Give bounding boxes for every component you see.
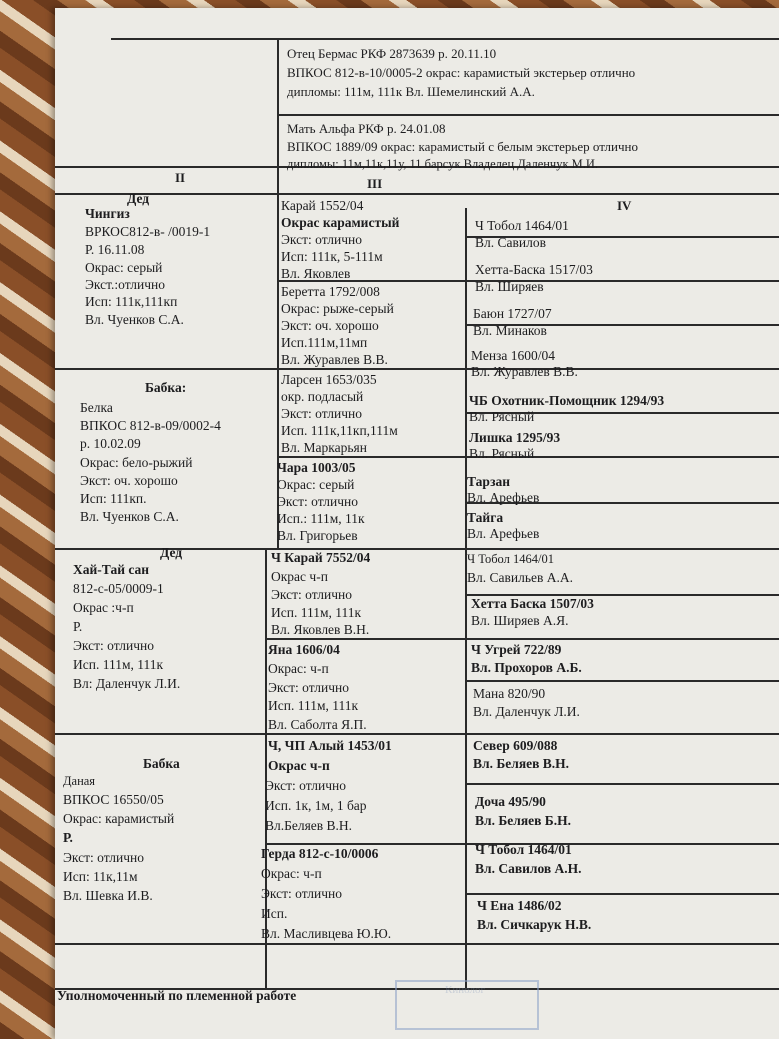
rule: [55, 943, 779, 945]
babka1-role: Бабка:: [145, 380, 187, 395]
rule: [55, 193, 779, 195]
ded2-name: Хай-Тай сан: [73, 562, 150, 577]
ded1-isp: Исп: 111к,111кп: [85, 294, 178, 309]
col3-isp: Исп. 111м, 111к: [268, 698, 359, 713]
father-line-3: дипломы: 111м, 111к Вл. Шемелинский А.А.: [287, 84, 535, 99]
col4-name: Лишка 1295/93: [469, 430, 561, 445]
babka1-color: Окрас: бело-рыжий: [80, 455, 193, 470]
col3-owner: Вл. Масливцева Ю.Ю.: [261, 926, 392, 941]
rule: [277, 456, 465, 458]
col3-isp: Исп.111м,11мп: [281, 335, 368, 350]
rule: [465, 783, 779, 785]
col3-ext: Экст: отлично: [281, 232, 363, 247]
babka2-color: Окрас: карамистый: [63, 811, 175, 826]
rule: [465, 893, 779, 895]
col3-owner: Вл. Журавлев В.В.: [281, 352, 388, 367]
ded1-name: Чингиз: [85, 206, 130, 221]
col3-ext: Экст: оч. хорошо: [281, 318, 379, 333]
col4-owner: Вл. Рясный: [469, 409, 535, 424]
babka2-isp: Исп: 11к,11м: [63, 869, 138, 884]
mother-line-3: дипломы: 11м,11к,11у, 11 барсук Владелец Даленчук М.И.: [287, 157, 599, 171]
col4-owner: Вл. Ширяев А.Я.: [471, 613, 569, 628]
col4-owner: Вл. Савилов А.Н.: [475, 861, 582, 876]
col4-owner: Вл. Савильев А.А.: [467, 570, 573, 585]
col3-ext: Экст: отлично: [265, 778, 347, 793]
col4-owner: Вл. Ширяев: [475, 279, 544, 294]
babka1-isp: Исп: 111кп.: [80, 491, 147, 506]
col3-owner: Вл. Яковлев: [281, 266, 351, 281]
col3-ext: Экст: отлично: [271, 587, 353, 602]
col3-color: Окрас: ч-п: [268, 661, 329, 676]
col4-name: Тайга: [467, 510, 504, 525]
mother-line-1: Мать Альфа РКФ р. 24.01.08: [287, 121, 446, 136]
col3-owner: Вл. Григорьев: [277, 528, 358, 543]
col3-name: Чара 1003/05: [277, 460, 356, 475]
col3-color: Окрас: рыже-серый: [281, 301, 394, 316]
col4-name: Мана 820/90: [473, 686, 546, 701]
rule: [265, 843, 465, 845]
babka1-ext: Экст: оч. хорошо: [80, 473, 178, 488]
col4-owner: Вл. Журавлев В.В.: [471, 364, 578, 379]
ded1-reg: ВРКОС812-в- /0019-1: [85, 224, 211, 239]
rule: [265, 548, 267, 988]
col3-isp: Исп. 111м, 111к: [271, 605, 362, 620]
col4-name: Ч Тобол 1464/01: [475, 842, 572, 857]
col3-name: Беретта 1792/008: [281, 284, 380, 299]
col4-owner: Вл. Сичкарук Н.В.: [477, 917, 592, 932]
babka2-role: Бабка: [143, 756, 180, 771]
pedigree-sheet: [55, 8, 779, 1039]
babka1-name: Белка: [80, 400, 113, 415]
col4-owner: Вл. Арефьев: [467, 526, 540, 541]
stamp-text: Кинолог: [445, 984, 485, 996]
ded2-ext: Экст: отлично: [73, 638, 155, 653]
col4-owner: Вл. Даленчук Л.И.: [473, 704, 580, 719]
generation-4-label: IV: [617, 198, 632, 213]
col3-isp: Исп: 111к, 5-111м: [281, 249, 383, 264]
rule: [265, 638, 465, 640]
col3-color: Окрас карамистый: [281, 215, 400, 230]
ded2-r: Р.: [73, 619, 83, 634]
col4-name: Ч Тобол 1464/01: [475, 218, 569, 233]
col4-name: Баюн 1727/07: [473, 306, 552, 321]
col4-name: Север 609/088: [473, 738, 558, 753]
col3-isp: Исп. 1к, 1м, 1 бар: [265, 798, 367, 813]
father-line-2: ВПКОС 812-в-10/0005-2 окрас: карамистый экстерьер отлично: [287, 65, 636, 80]
col4-name: Хетта-Баска 1517/03: [475, 262, 593, 277]
col4-name: Ч Ена 1486/02: [477, 898, 562, 913]
col4-name: Менза 1600/04: [471, 348, 555, 363]
rule: [277, 114, 779, 116]
col3-ext: Экст: отлично: [261, 886, 343, 901]
col4-name: Хетта Баска 1507/03: [471, 596, 594, 611]
col3-color: Окрас ч-п: [271, 569, 328, 584]
ded2-color: Окрас :ч-п: [73, 600, 134, 615]
footer-label: Уполномоченный по племенной работе: [57, 988, 297, 1003]
rule: [465, 638, 779, 640]
babka2-reg: ВПКОС 16550/05: [63, 792, 164, 807]
babka1-owner: Вл. Чуенков С.А.: [80, 509, 179, 524]
col3-color: Окрас ч-п: [268, 758, 330, 773]
col3-name: Ч, ЧП Алый 1453/01: [268, 738, 392, 753]
babka2-r: Р.: [63, 830, 73, 845]
col3-ext: Экст: отлично: [277, 494, 359, 509]
col3-name: Яна 1606/04: [268, 642, 340, 657]
rule: [465, 680, 779, 682]
col3-isp: Исп.: [261, 906, 288, 921]
col4-owner: Вл. Арефьев: [467, 490, 540, 505]
col3-name: Карай 1552/04: [281, 198, 364, 213]
col3-owner: Вл.Беляев В.Н.: [265, 818, 353, 833]
col3-name: Герда 812-с-10/0006: [261, 846, 379, 861]
col4-owner: Вл. Савилов: [475, 235, 546, 250]
col4-owner: Вл. Рясный: [469, 446, 535, 461]
ded2-owner: Вл: Даленчук Л.И.: [73, 676, 181, 691]
col3-owner: Вл. Яковлев В.Н.: [271, 622, 370, 637]
ded2-role: Дед: [160, 545, 183, 560]
col3-color: Окрас: ч-п: [261, 866, 322, 881]
col4-owner: Вл. Беляев В.Н.: [473, 756, 570, 771]
babka2-name: Даная: [63, 774, 96, 788]
babka2-ext: Экст: отлично: [63, 850, 145, 865]
generation-3-label: III: [367, 176, 383, 191]
mother-line-2: ВПКОС 1889/09 окрас: карамистый с белым экстерьер отлично: [287, 139, 638, 154]
rule: [277, 38, 279, 194]
ded1-color: Окрас: серый: [85, 260, 163, 275]
col3-color: Окрас: серый: [277, 477, 355, 492]
ded1-owner: Вл. Чуенков С.А.: [85, 312, 184, 327]
ded1-born: Р. 16.11.08: [85, 242, 145, 257]
col3-name: Ларсен 1653/035: [281, 372, 377, 387]
col4-name: ЧБ Охотник-Помощник 1294/93: [469, 393, 665, 408]
rule: [111, 38, 779, 40]
ded1-role: Дед: [127, 191, 150, 206]
ded2-isp: Исп. 111м, 111к: [73, 657, 164, 672]
col3-name: Ч Карай 7552/04: [271, 550, 371, 565]
col3-owner: Вл. Саболта Я.П.: [268, 717, 367, 732]
rule: [277, 368, 465, 370]
col3-isp: Исп.: 111м, 11к: [277, 511, 365, 526]
col4-name: Ч Тобол 1464/01: [467, 552, 554, 566]
col3-ext: Экст: отлично: [281, 406, 363, 421]
col4-owner: Вл. Беляев Б.Н.: [475, 813, 571, 828]
ded2-reg: 812-с-05/0009-1: [73, 581, 164, 596]
generation-2-label: II: [175, 170, 186, 185]
babka1-born: р. 10.02.09: [80, 436, 141, 451]
col4-owner: Вл. Прохоров А.Б.: [471, 660, 582, 675]
stamp: [395, 980, 539, 1030]
col4-owner: Вл. Минаков: [473, 323, 547, 338]
col3-ext: Экст: отлично: [268, 680, 350, 695]
col3-isp: Исп. 111к,11кп,111м: [281, 423, 398, 438]
father-line-1: Отец Бермас РКФ 2873639 р. 20.11.10: [287, 46, 497, 61]
col4-name: Доча 495/90: [475, 794, 546, 809]
rule: [55, 368, 277, 370]
rule: [55, 733, 465, 735]
col4-name: Ч Угрей 722/89: [471, 642, 562, 657]
rule: [465, 733, 779, 735]
ded1-ext: Экст.:отлично: [85, 277, 165, 292]
col3-color: окр. подласый: [281, 389, 364, 404]
col3-owner: Вл. Маркарьян: [281, 440, 367, 455]
col4-name: Тарзан: [467, 474, 511, 489]
babka1-reg: ВПКОС 812-в-09/0002-4: [80, 418, 221, 433]
babka2-owner: Вл. Шевка И.В.: [63, 888, 153, 903]
